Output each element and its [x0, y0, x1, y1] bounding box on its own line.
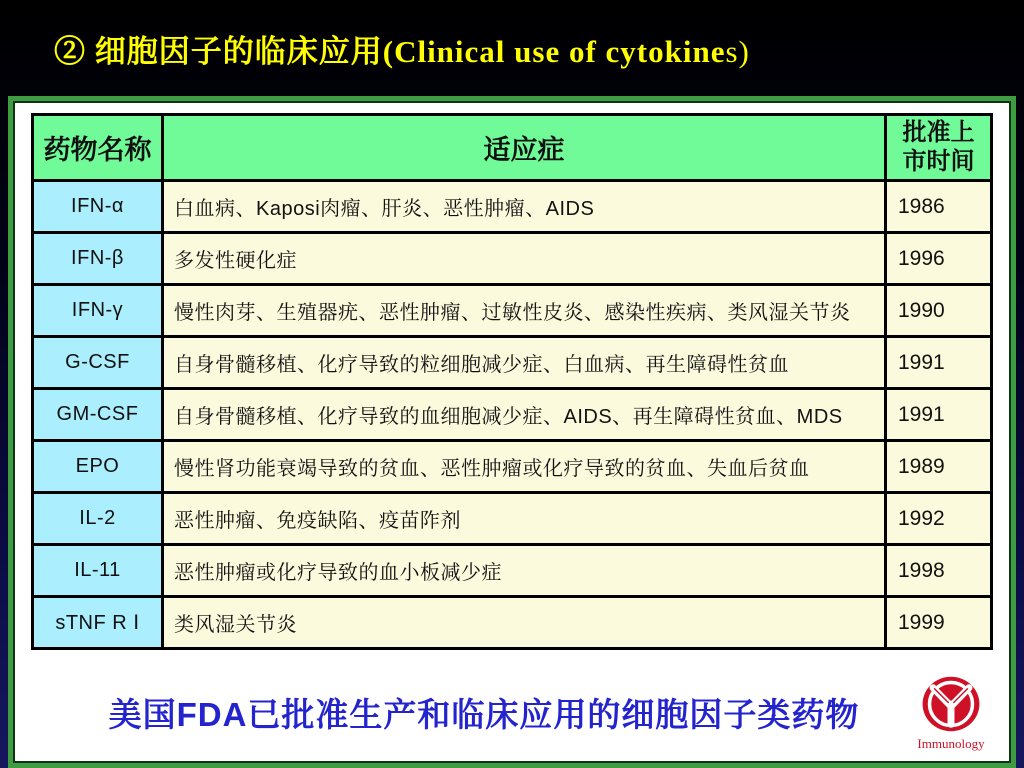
- indication-cell: 自身骨髓移植、化疗导致的粒细胞减少症、白血病、再生障碍性贫血: [163, 337, 886, 389]
- approval-year-cell: 1990: [886, 285, 992, 337]
- drug-name-cell: IFN-β: [33, 233, 163, 285]
- table-row: [33, 545, 992, 597]
- logo-label: Immunology: [917, 736, 985, 751]
- drug-name-cell: IFN-γ: [33, 285, 163, 337]
- table-row: [33, 285, 992, 337]
- approval-year-cell: 1996: [886, 233, 992, 285]
- table-row: [33, 233, 992, 285]
- content-panel: [8, 96, 1016, 768]
- header-approval-time: [886, 115, 992, 181]
- drug-name-cell: sTNF R Ⅰ: [33, 597, 163, 649]
- antibody-y-icon: [920, 675, 982, 733]
- caption: 美国FDA已批准生产和临床应用的细胞因子类药物: [108, 696, 860, 733]
- approval-year-cell: 1992: [886, 493, 992, 545]
- indication-cell: 白血病、Kaposi肉瘤、肝炎、恶性肿瘤、AIDS: [163, 181, 886, 233]
- footer: [31, 673, 997, 759]
- header-approval-line1: 批准上: [902, 119, 975, 147]
- indication-cell: 恶性肿瘤、免疫缺陷、疫苗阼剂: [163, 493, 886, 545]
- header-drug-name: 药物名称: [33, 115, 163, 181]
- approval-year-cell: 1998: [886, 545, 992, 597]
- page-title-tail: s): [725, 33, 750, 69]
- indication-cell: 多发性硬化症: [163, 233, 886, 285]
- table-row: [33, 181, 992, 233]
- immunology-logo: [907, 675, 995, 752]
- indication-cell: 类风湿关节炎: [163, 597, 886, 649]
- drug-name-cell: GM-CSF: [33, 389, 163, 441]
- table-row: [33, 337, 992, 389]
- slide-title-bar: [0, 0, 1024, 96]
- header-approval-line2: 市时间: [902, 147, 975, 175]
- approval-year-cell: 1989: [886, 441, 992, 493]
- table-row: [33, 493, 992, 545]
- drug-name-cell: EPO: [33, 441, 163, 493]
- indication-cell: 恶性肿瘤或化疗导致的血小板减少症: [163, 545, 886, 597]
- table-row: [33, 441, 992, 493]
- drug-name-cell: G-CSF: [33, 337, 163, 389]
- indication-cell: 慢性肾功能衰竭导致的贫血、恶性肿瘤或化疗导致的贫血、失血后贫血: [163, 441, 886, 493]
- indication-cell: 慢性肉芽、生殖器疣、恶性肿瘤、过敏性皮炎、感染性疾病、类风湿关节炎: [163, 285, 886, 337]
- table-header-row: [33, 115, 992, 181]
- drug-name-cell: IL-11: [33, 545, 163, 597]
- table-row: [33, 389, 992, 441]
- approval-year-cell: 1986: [886, 181, 992, 233]
- approval-year-cell: 1999: [886, 597, 992, 649]
- approval-year-cell: 1991: [886, 337, 992, 389]
- indication-cell: 自身骨髓移植、化疗导致的血细胞减少症、AIDS、再生障碍性贫血、MDS: [163, 389, 886, 441]
- page-title: [0, 26, 750, 71]
- cytokine-drug-table: [31, 113, 993, 650]
- drug-name-cell: IFN-α: [33, 181, 163, 233]
- header-indication: 适应症: [163, 115, 886, 181]
- page-title-main: ② 细胞因子的临床应用(Clinical use of cytokine: [54, 33, 726, 69]
- approval-year-cell: 1991: [886, 389, 992, 441]
- table-row: [33, 597, 992, 649]
- drug-name-cell: IL-2: [33, 493, 163, 545]
